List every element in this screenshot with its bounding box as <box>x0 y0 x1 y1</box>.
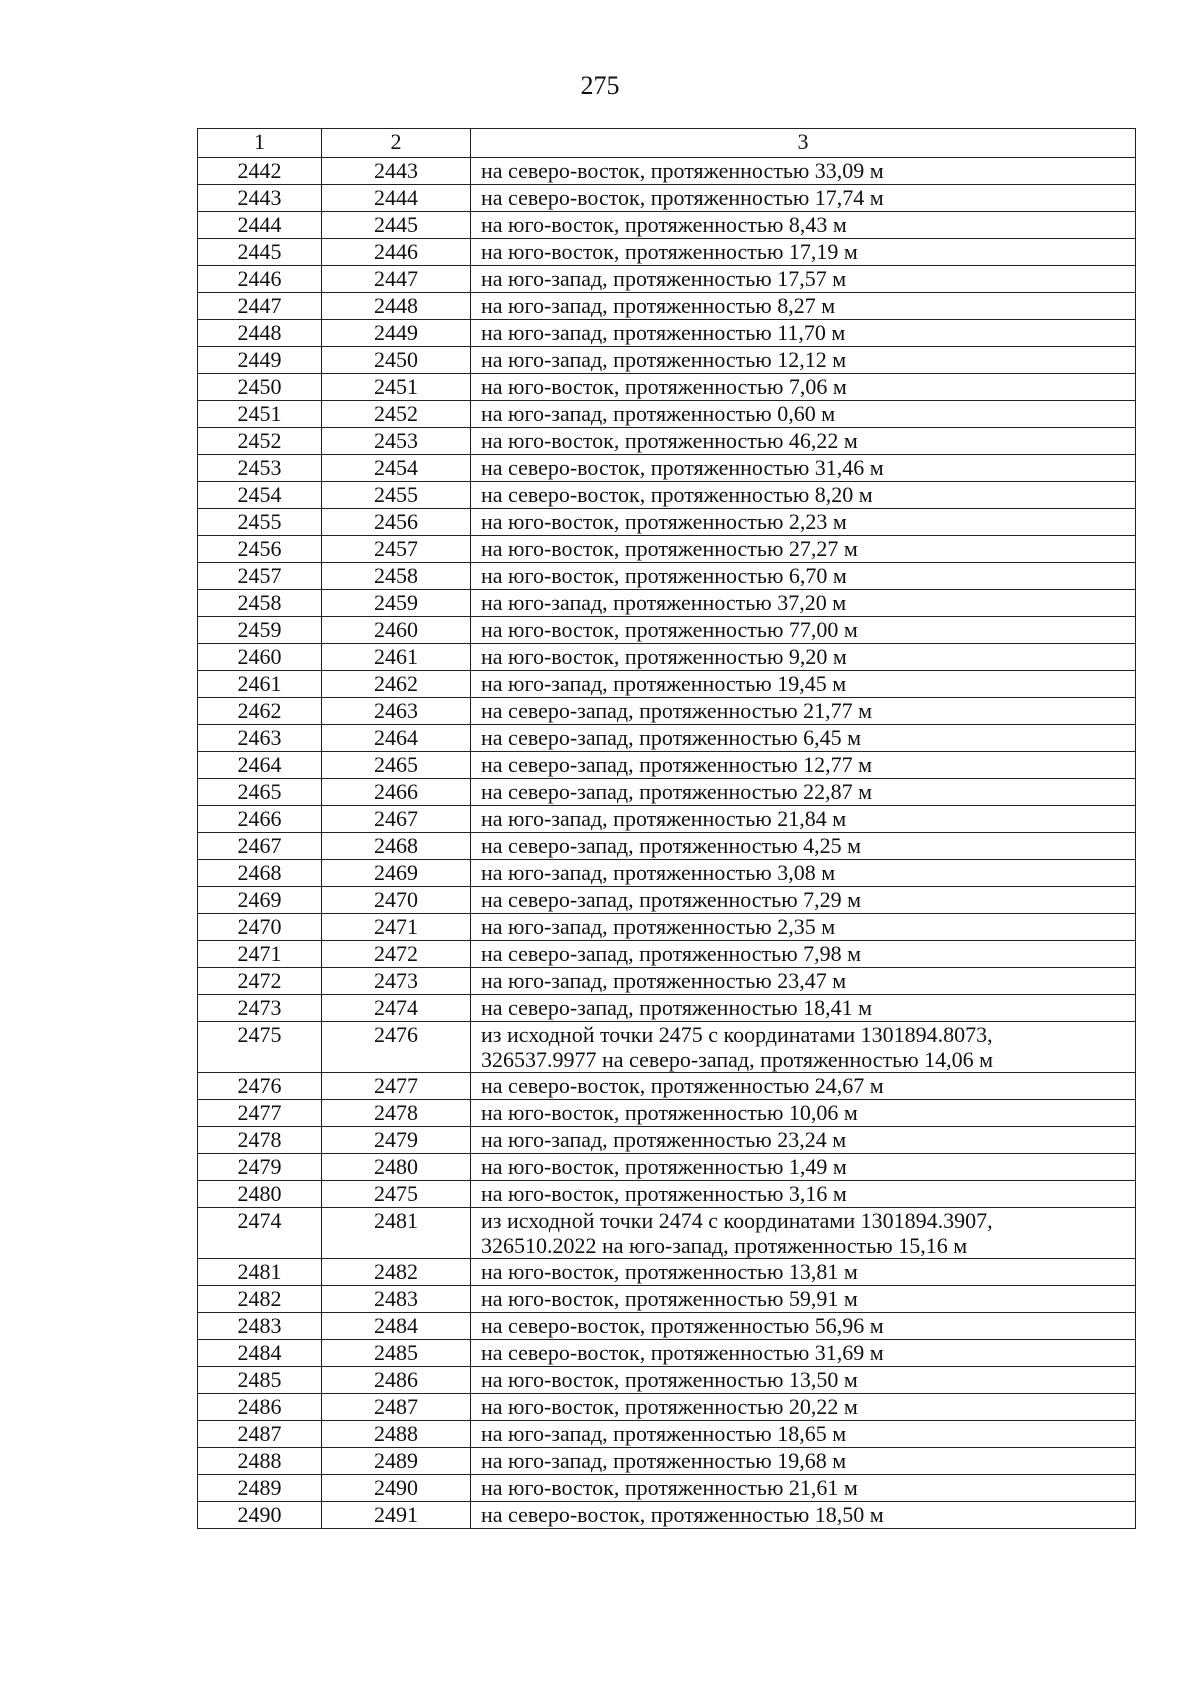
point-from-cell: 2454 <box>198 482 322 509</box>
point-from-cell: 2475 <box>198 1022 322 1073</box>
description-cell: на северо-запад, протяженностью 22,87 м <box>471 779 1136 806</box>
table-row <box>198 941 1136 968</box>
description-cell: на юго-запад, протяженностью 21,84 м <box>471 806 1136 833</box>
point-from-cell: 2447 <box>198 293 322 320</box>
point-from-cell: 2478 <box>198 1127 322 1154</box>
point-to-cell: 2451 <box>322 374 471 401</box>
table-row <box>198 590 1136 617</box>
point-from-cell: 2487 <box>198 1421 322 1448</box>
boundary-description-table <box>197 128 1136 1529</box>
point-to-cell: 2481 <box>322 1208 471 1259</box>
table-row <box>198 563 1136 590</box>
point-to-cell: 2461 <box>322 644 471 671</box>
table-row <box>198 212 1136 239</box>
description-cell: из исходной точки 2475 с координатами 1301894.8073, 326537.9977 на северо-запад, протяженностью 14,06 м <box>471 1022 1136 1073</box>
description-cell: на юго-восток, протяженностью 20,22 м <box>471 1394 1136 1421</box>
table-row <box>198 806 1136 833</box>
point-to-cell: 2483 <box>322 1286 471 1313</box>
table-row <box>198 968 1136 995</box>
column-header-3: 3 <box>471 129 1136 158</box>
table-row <box>198 914 1136 941</box>
point-to-cell: 2470 <box>322 887 471 914</box>
table-row <box>198 644 1136 671</box>
table-row <box>198 374 1136 401</box>
description-cell: на юго-восток, протяженностью 9,20 м <box>471 644 1136 671</box>
description-cell: на юго-запад, протяженностью 18,65 м <box>471 1421 1136 1448</box>
point-to-cell: 2449 <box>322 320 471 347</box>
table-row <box>198 1421 1136 1448</box>
table-row <box>198 1340 1136 1367</box>
description-cell: на юго-восток, протяженностью 1,49 м <box>471 1154 1136 1181</box>
point-to-cell: 2445 <box>322 212 471 239</box>
description-cell: на юго-запад, протяженностью 19,68 м <box>471 1448 1136 1475</box>
table-row <box>198 1208 1136 1259</box>
table-row <box>198 1073 1136 1100</box>
description-cell: на северо-запад, протяженностью 7,98 м <box>471 941 1136 968</box>
point-to-cell: 2467 <box>322 806 471 833</box>
point-from-cell: 2465 <box>198 779 322 806</box>
point-from-cell: 2481 <box>198 1259 322 1286</box>
description-cell: на северо-восток, протяженностью 31,46 м <box>471 455 1136 482</box>
description-cell: на юго-запад, протяженностью 8,27 м <box>471 293 1136 320</box>
table-row <box>198 1154 1136 1181</box>
table-row <box>198 1286 1136 1313</box>
description-cell: на северо-запад, протяженностью 6,45 м <box>471 725 1136 752</box>
description-cell: на северо-запад, протяженностью 12,77 м <box>471 752 1136 779</box>
point-from-cell: 2444 <box>198 212 322 239</box>
description-cell: на северо-восток, протяженностью 8,20 м <box>471 482 1136 509</box>
point-from-cell: 2476 <box>198 1073 322 1100</box>
point-from-cell: 2466 <box>198 806 322 833</box>
point-to-cell: 2469 <box>322 860 471 887</box>
description-cell: на юго-запад, протяженностью 0,60 м <box>471 401 1136 428</box>
point-from-cell: 2463 <box>198 725 322 752</box>
point-to-cell: 2453 <box>322 428 471 455</box>
point-from-cell: 2458 <box>198 590 322 617</box>
point-to-cell: 2477 <box>322 1073 471 1100</box>
point-to-cell: 2448 <box>322 293 471 320</box>
point-from-cell: 2443 <box>198 185 322 212</box>
description-cell: на юго-восток, протяженностью 2,23 м <box>471 509 1136 536</box>
point-to-cell: 2471 <box>322 914 471 941</box>
point-from-cell: 2460 <box>198 644 322 671</box>
point-from-cell: 2448 <box>198 320 322 347</box>
point-to-cell: 2473 <box>322 968 471 995</box>
point-from-cell: 2477 <box>198 1100 322 1127</box>
point-from-cell: 2485 <box>198 1367 322 1394</box>
description-cell: на северо-восток, протяженностью 56,96 м <box>471 1313 1136 1340</box>
table-row <box>198 671 1136 698</box>
point-to-cell: 2487 <box>322 1394 471 1421</box>
point-to-cell: 2454 <box>322 455 471 482</box>
description-cell: на юго-восток, протяженностью 59,91 м <box>471 1286 1136 1313</box>
table-row <box>198 779 1136 806</box>
description-cell: на северо-восток, протяженностью 18,50 м <box>471 1502 1136 1529</box>
table-row <box>198 860 1136 887</box>
table-row <box>198 1313 1136 1340</box>
table-row <box>198 185 1136 212</box>
table-row <box>198 158 1136 185</box>
table-row <box>198 455 1136 482</box>
table-row <box>198 617 1136 644</box>
table-row <box>198 1181 1136 1208</box>
point-from-cell: 2484 <box>198 1340 322 1367</box>
table-row <box>198 482 1136 509</box>
description-cell: на юго-запад, протяженностью 2,35 м <box>471 914 1136 941</box>
table-row <box>198 1394 1136 1421</box>
point-from-cell: 2474 <box>198 1208 322 1259</box>
point-from-cell: 2457 <box>198 563 322 590</box>
point-to-cell: 2489 <box>322 1448 471 1475</box>
point-from-cell: 2469 <box>198 887 322 914</box>
point-from-cell: 2482 <box>198 1286 322 1313</box>
point-from-cell: 2446 <box>198 266 322 293</box>
point-from-cell: 2450 <box>198 374 322 401</box>
table-row <box>198 1127 1136 1154</box>
description-cell: на юго-восток, протяженностью 10,06 м <box>471 1100 1136 1127</box>
point-from-cell: 2456 <box>198 536 322 563</box>
table-row <box>198 833 1136 860</box>
table-row <box>198 293 1136 320</box>
point-from-cell: 2490 <box>198 1502 322 1529</box>
point-to-cell: 2482 <box>322 1259 471 1286</box>
point-to-cell: 2479 <box>322 1127 471 1154</box>
point-from-cell: 2488 <box>198 1448 322 1475</box>
point-from-cell: 2453 <box>198 455 322 482</box>
point-to-cell: 2466 <box>322 779 471 806</box>
description-cell: на северо-запад, протяженностью 21,77 м <box>471 698 1136 725</box>
table-row <box>198 698 1136 725</box>
description-cell: на юго-восток, протяженностью 6,70 м <box>471 563 1136 590</box>
point-from-cell: 2445 <box>198 239 322 266</box>
point-from-cell: 2464 <box>198 752 322 779</box>
point-to-cell: 2455 <box>322 482 471 509</box>
point-from-cell: 2449 <box>198 347 322 374</box>
point-to-cell: 2464 <box>322 725 471 752</box>
description-cell: на юго-восток, протяженностью 7,06 м <box>471 374 1136 401</box>
table-row <box>198 725 1136 752</box>
description-cell: на юго-восток, протяженностью 8,43 м <box>471 212 1136 239</box>
table-row <box>198 1259 1136 1286</box>
point-to-cell: 2475 <box>322 1181 471 1208</box>
description-cell: на юго-запад, протяженностью 23,24 м <box>471 1127 1136 1154</box>
table-row <box>198 887 1136 914</box>
table-row <box>198 995 1136 1022</box>
page-number: 275 <box>580 71 620 100</box>
column-header-2: 2 <box>322 129 471 158</box>
point-to-cell: 2468 <box>322 833 471 860</box>
table-row <box>198 266 1136 293</box>
description-cell: на юго-восток, протяженностью 13,81 м <box>471 1259 1136 1286</box>
point-from-cell: 2472 <box>198 968 322 995</box>
point-to-cell: 2491 <box>322 1502 471 1529</box>
description-cell: на юго-запад, протяженностью 12,12 м <box>471 347 1136 374</box>
description-cell: на юго-восток, протяженностью 27,27 м <box>471 536 1136 563</box>
description-cell: на юго-запад, протяженностью 37,20 м <box>471 590 1136 617</box>
description-cell: на юго-запад, протяженностью 17,57 м <box>471 266 1136 293</box>
description-cell: на юго-восток, протяженностью 17,19 м <box>471 239 1136 266</box>
description-cell: на северо-запад, протяженностью 18,41 м <box>471 995 1136 1022</box>
description-cell: на северо-восток, протяженностью 33,09 м <box>471 158 1136 185</box>
point-from-cell: 2459 <box>198 617 322 644</box>
point-to-cell: 2452 <box>322 401 471 428</box>
point-to-cell: 2462 <box>322 671 471 698</box>
table-row <box>198 1475 1136 1502</box>
description-cell: на юго-запад, протяженностью 3,08 м <box>471 860 1136 887</box>
table-row <box>198 401 1136 428</box>
table-row <box>198 752 1136 779</box>
point-from-cell: 2473 <box>198 995 322 1022</box>
table-row <box>198 239 1136 266</box>
description-cell: на юго-восток, протяженностью 21,61 м <box>471 1475 1136 1502</box>
point-to-cell: 2456 <box>322 509 471 536</box>
table-row <box>198 1502 1136 1529</box>
description-cell: на северо-восток, протяженностью 17,74 м <box>471 185 1136 212</box>
point-to-cell: 2463 <box>322 698 471 725</box>
point-to-cell: 2460 <box>322 617 471 644</box>
point-to-cell: 2490 <box>322 1475 471 1502</box>
point-from-cell: 2461 <box>198 671 322 698</box>
point-from-cell: 2470 <box>198 914 322 941</box>
point-to-cell: 2488 <box>322 1421 471 1448</box>
description-cell: из исходной точки 2474 с координатами 1301894.3907, 326510.2022 на юго-запад, протяженностью 15,16 м <box>471 1208 1136 1259</box>
table-row <box>198 509 1136 536</box>
column-header-1: 1 <box>198 129 322 158</box>
point-to-cell: 2443 <box>322 158 471 185</box>
point-to-cell: 2444 <box>322 185 471 212</box>
point-to-cell: 2472 <box>322 941 471 968</box>
point-from-cell: 2479 <box>198 1154 322 1181</box>
point-to-cell: 2486 <box>322 1367 471 1394</box>
point-from-cell: 2442 <box>198 158 322 185</box>
point-to-cell: 2450 <box>322 347 471 374</box>
table-row <box>198 428 1136 455</box>
point-to-cell: 2465 <box>322 752 471 779</box>
description-cell: на юго-восток, протяженностью 46,22 м <box>471 428 1136 455</box>
table-row <box>198 1100 1136 1127</box>
point-to-cell: 2459 <box>322 590 471 617</box>
point-to-cell: 2457 <box>322 536 471 563</box>
description-cell: на юго-восток, протяженностью 3,16 м <box>471 1181 1136 1208</box>
table-row <box>198 1448 1136 1475</box>
description-cell: на юго-запад, протяженностью 23,47 м <box>471 968 1136 995</box>
point-from-cell: 2483 <box>198 1313 322 1340</box>
point-from-cell: 2462 <box>198 698 322 725</box>
table-row <box>198 347 1136 374</box>
point-from-cell: 2486 <box>198 1394 322 1421</box>
point-to-cell: 2474 <box>322 995 471 1022</box>
point-to-cell: 2485 <box>322 1340 471 1367</box>
point-from-cell: 2471 <box>198 941 322 968</box>
table-row <box>198 1367 1136 1394</box>
description-cell: на северо-восток, протяженностью 31,69 м <box>471 1340 1136 1367</box>
point-from-cell: 2451 <box>198 401 322 428</box>
table-row <box>198 1022 1136 1073</box>
description-cell: на юго-восток, протяженностью 77,00 м <box>471 617 1136 644</box>
description-cell: на юго-восток, протяженностью 13,50 м <box>471 1367 1136 1394</box>
point-to-cell: 2446 <box>322 239 471 266</box>
point-from-cell: 2489 <box>198 1475 322 1502</box>
description-cell: на северо-запад, протяженностью 4,25 м <box>471 833 1136 860</box>
point-from-cell: 2452 <box>198 428 322 455</box>
point-to-cell: 2447 <box>322 266 471 293</box>
table-row <box>198 320 1136 347</box>
table-body <box>198 129 1136 1529</box>
point-to-cell: 2478 <box>322 1100 471 1127</box>
table-header-row <box>198 129 1136 158</box>
point-from-cell: 2468 <box>198 860 322 887</box>
point-to-cell: 2484 <box>322 1313 471 1340</box>
point-from-cell: 2467 <box>198 833 322 860</box>
description-cell: на северо-восток, протяженностью 24,67 м <box>471 1073 1136 1100</box>
point-from-cell: 2480 <box>198 1181 322 1208</box>
point-from-cell: 2455 <box>198 509 322 536</box>
description-cell: на юго-запад, протяженностью 11,70 м <box>471 320 1136 347</box>
description-cell: на юго-запад, протяженностью 19,45 м <box>471 671 1136 698</box>
table-row <box>198 536 1136 563</box>
point-to-cell: 2476 <box>322 1022 471 1073</box>
point-to-cell: 2458 <box>322 563 471 590</box>
description-cell: на северо-запад, протяженностью 7,29 м <box>471 887 1136 914</box>
point-to-cell: 2480 <box>322 1154 471 1181</box>
